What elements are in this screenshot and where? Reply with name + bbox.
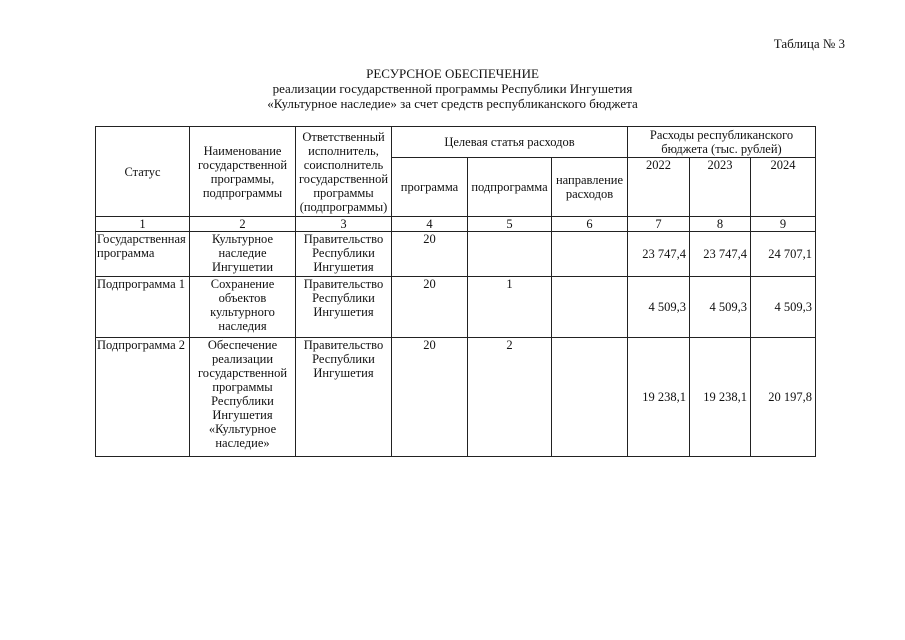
row-expense-2023: 4 509,3 [690,277,751,338]
row-direction [552,232,628,277]
title-line-3: «Культурное наследие» за счет средств республиканского бюджета [267,96,638,111]
header-direction: направление расходов [552,158,628,217]
column-number: 6 [552,217,628,232]
row-name: Обеспечение реализации государственной программы Республики Ингушетия «Культурное наследие» [190,338,296,457]
row-expense-2023: 19 238,1 [690,338,751,457]
table-number: Таблица № 3 [773,36,845,51]
column-number: 3 [296,217,392,232]
header-executor: Ответственный исполнитель, соисполнитель государственной программы (подпрограммы) [296,127,392,217]
row-status: Подпрограмма 2 [96,338,190,457]
header-year-2022: 2022 [628,158,690,217]
row-expense-2024: 24 707,1 [751,232,816,277]
row-subprogram: 1 [468,277,552,338]
row-name: Культурное наследие Ингушетии [190,232,296,277]
header-status: Статус [96,127,190,217]
row-program: 20 [392,338,468,457]
row-subprogram: 2 [468,338,552,457]
row-expense-2022: 19 238,1 [628,338,690,457]
title-line-2: реализации государственной программы Республики Ингушетия [272,81,633,96]
header-expenses: Расходы республиканского бюджета (тыс. рублей) [628,127,816,158]
table-row [96,338,816,457]
resource-table [95,126,816,457]
row-expense-2024: 20 197,8 [751,338,816,457]
column-number: 9 [751,217,816,232]
row-executor: Правительство Республики Ингушетия [296,232,392,277]
row-expense-2024: 4 509,3 [751,277,816,338]
row-program: 20 [392,232,468,277]
row-subprogram [468,232,552,277]
column-number: 2 [190,217,296,232]
row-direction [552,277,628,338]
row-status: Государственная программа [96,232,190,277]
row-executor: Правительство Республики Ингушетия [296,277,392,338]
document-title [0,66,905,111]
column-number: 8 [690,217,751,232]
column-number: 1 [96,217,190,232]
column-number: 4 [392,217,468,232]
title-line-1: РЕСУРСНОЕ ОБЕСПЕЧЕНИЕ [366,66,539,81]
column-number: 5 [468,217,552,232]
row-expense-2022: 23 747,4 [628,232,690,277]
row-status: Подпрограмма 1 [96,277,190,338]
table-row [96,232,816,277]
column-number-row [96,217,816,232]
header-year-2024: 2024 [751,158,816,217]
row-direction [552,338,628,457]
header-name: Наименование государственной программы, подпрограммы [190,127,296,217]
header-year-2023: 2023 [690,158,751,217]
column-number: 7 [628,217,690,232]
table-row [96,277,816,338]
row-expense-2022: 4 509,3 [628,277,690,338]
header-subprogram: подпрограмма [468,158,552,217]
header-target-article: Целевая статья расходов [392,127,628,158]
row-name: Сохранение объектов культурного наследия [190,277,296,338]
header-program: программа [392,158,468,217]
row-program: 20 [392,277,468,338]
row-executor: Правительство Республики Ингушетия [296,338,392,457]
row-expense-2023: 23 747,4 [690,232,751,277]
